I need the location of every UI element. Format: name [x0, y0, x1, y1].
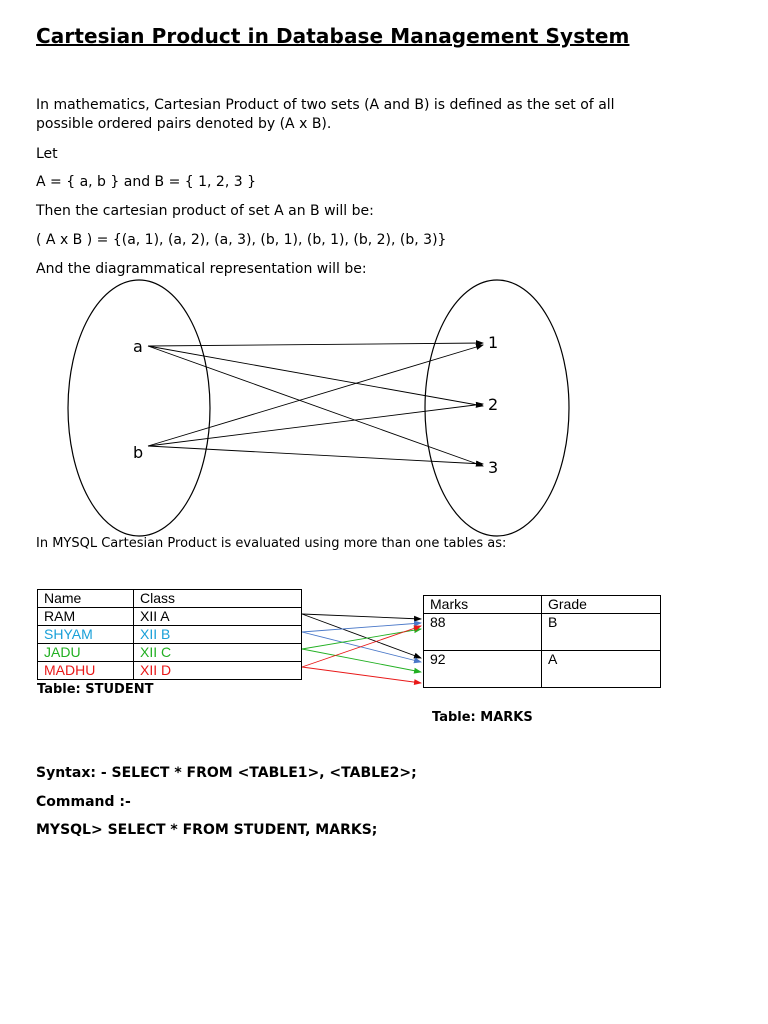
student-name: JADU [38, 644, 134, 662]
set-a-ellipse [68, 280, 210, 536]
student-table-caption: Table: STUDENT [37, 682, 154, 697]
table-row [424, 651, 661, 688]
set-a-element-b: b [133, 443, 144, 462]
diagram-intro: And the diagrammatical representation will be: [36, 261, 367, 277]
sets-definition: A = { a, b } and B = { 1, 2, 3 } [36, 174, 257, 190]
marks-table-caption: Table: MARKS [432, 710, 533, 725]
product-formula: ( A x B ) = {(a, 1), (a, 2), (a, 3), (b, 1), (b, 1), (b, 2), (b, 3)} [36, 232, 447, 248]
marks-table [423, 595, 661, 688]
map-shyam-92 [302, 632, 421, 662]
student-class: XII D [134, 662, 302, 680]
map-ram-88 [302, 614, 421, 619]
table-row [38, 644, 302, 662]
arrow-a-1 [148, 343, 483, 346]
marks-value: 92 [424, 651, 542, 688]
intro-line-2: possible ordered pairs denoted by (A x B). [36, 116, 332, 132]
table-header-row [38, 590, 302, 608]
command-line: MYSQL> SELECT * FROM STUDENT, MARKS; [36, 822, 378, 838]
mysql-intro: In MYSQL Cartesian Product is evaluated using more than one tables as: [36, 536, 507, 551]
page-title: Cartesian Product in Database Management System [36, 24, 630, 48]
table-row [38, 608, 302, 626]
set-b-element-3: 3 [488, 458, 499, 477]
student-name: SHYAM [38, 626, 134, 644]
set-b-element-2: 2 [488, 395, 499, 414]
set-b-element-1: 1 [488, 333, 499, 352]
arrow-b-1 [148, 345, 483, 446]
student-class: XII A [134, 608, 302, 626]
table-row [424, 614, 661, 651]
arrow-a-2 [148, 346, 483, 406]
column-header-grade: Grade [542, 596, 661, 614]
arrow-a-3 [148, 346, 483, 466]
command-label: Command :- [36, 794, 131, 810]
intro-line-1: In mathematics, Cartesian Product of two sets (A and B) is defined as the set of all [36, 97, 615, 113]
map-shyam-88 [302, 623, 421, 632]
column-header-marks: Marks [424, 596, 542, 614]
grade-value: A [542, 651, 661, 688]
column-header-class: Class [134, 590, 302, 608]
then-text: Then the cartesian product of set A an B will be: [36, 203, 374, 219]
column-header-name: Name [38, 590, 134, 608]
student-class: XII B [134, 626, 302, 644]
arrow-b-3 [148, 446, 483, 464]
map-ram-92 [302, 614, 421, 658]
student-name: RAM [38, 608, 134, 626]
student-name: MADHU [38, 662, 134, 680]
table-row [38, 662, 302, 680]
arrow-b-2 [148, 404, 483, 446]
map-madhu-92 [302, 667, 421, 683]
grade-value: B [542, 614, 661, 651]
table-row [38, 626, 302, 644]
let-text: Let [36, 146, 58, 162]
syntax-line: Syntax: - SELECT * FROM <TABLE1>, <TABLE2>; [36, 765, 417, 781]
table-header-row [424, 596, 661, 614]
student-table [37, 589, 302, 680]
marks-value: 88 [424, 614, 542, 651]
student-class: XII C [134, 644, 302, 662]
set-a-element-a: a [133, 337, 143, 356]
